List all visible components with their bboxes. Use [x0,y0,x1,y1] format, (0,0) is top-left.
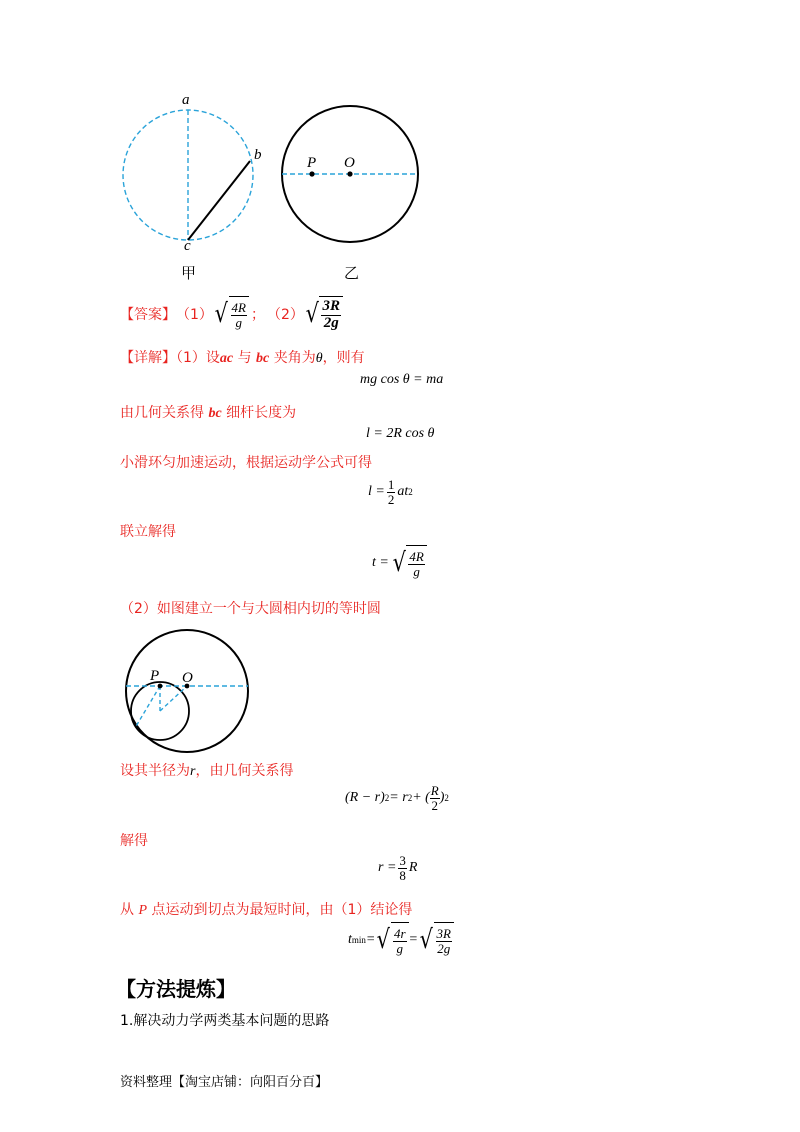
detail-line-8: 从 P 点运动到切点为最短时间，由（1）结论得 [120,902,413,918]
equation-7: t min = √ $\frac{4r}{g}$ = √ $\frac{3R}{2g}$ [348,922,454,958]
point-p [309,171,314,176]
detail-line-4: 联立解得 [120,524,176,540]
detail-line-6: 设其半径为r，由几何关系得 [120,763,294,779]
label-b: b [254,147,262,163]
answer-separator: ； [250,307,265,323]
answer-line [120,296,343,332]
small-radius [160,686,187,711]
equation-3: l = $\frac{1}{2}$ at 2 [368,477,413,507]
figure-yi [275,100,425,250]
figure-isochronous-circle [118,628,263,758]
equation-5: (R − r) 2 = r 2 + ( $\frac{R}{2}$ ) 2 [345,783,449,813]
large-circle [126,630,248,752]
answer-part2-label: （2） [266,307,304,323]
rod-bc [188,161,250,240]
detail-line-2: 由几何关系得 bc 细杆长度为 [120,405,297,421]
page-footer: 资料整理【淘宝店铺：向阳百分百】 [120,1075,329,1090]
point-o [347,171,352,176]
label-p-fig3: P [150,668,160,684]
answer-part1-label: （1） [176,307,213,323]
detail-line-7: 解得 [120,833,148,849]
detail-tag: 【详解】 [120,350,176,366]
label-o: O [344,155,355,171]
detail-line-5: （2）如图建立一个与大圆相内切的等时圆 [120,601,381,617]
equation-6: r = $\frac{3}{8}$ R [378,853,418,883]
equation-1: mg cos θ = ma [360,372,444,387]
detail-line-3: 小滑环匀加速运动，根据运动学公式可得 [120,455,372,471]
equation-2: l = 2R cos θ [366,426,435,441]
figure-jia [110,90,270,260]
section-item-1: 1.解决动力学两类基本问题的思路 [120,1013,330,1029]
caption-yi: 乙 [344,264,360,282]
label-p: P [307,155,317,171]
equation-4: t = √ $\frac{4R}{g}$ [372,545,427,581]
answer-part1-formula: √ $\frac{4R}{g}$ [213,296,249,332]
label-o-fig3: O [182,670,193,686]
detail-intro: 【详解】（1）设ac 与 bc 夹角为θ，则有 [120,350,365,366]
answer-tag: 【答案】 [120,307,176,323]
answer-part2-formula: √ $\frac{3R}{2g}$ [304,296,343,332]
section-heading: 【方法提炼】 [116,977,236,1001]
caption-jia: 甲 [181,264,197,282]
label-a: a [182,92,190,108]
label-c: c [184,238,191,254]
